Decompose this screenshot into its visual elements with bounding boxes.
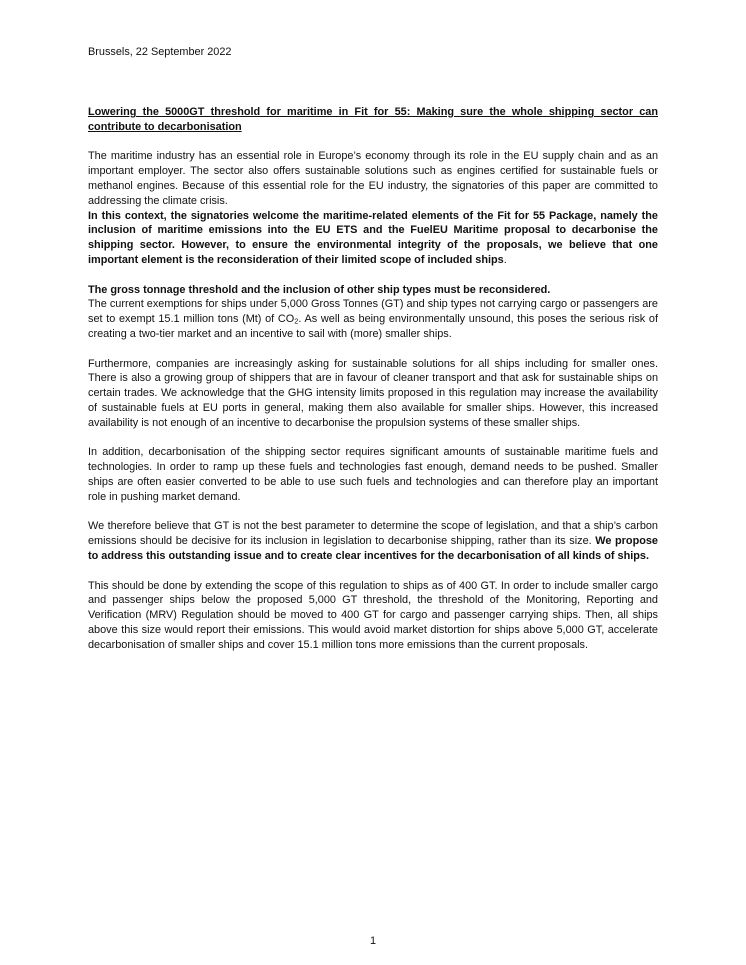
- intro-text: The maritime industry has an essential role in Europe’s economy through its role in the EU supply chain and as an important employer. The sector also offers sustainable solutions such as engines certified for sustainable fuels or methanol engines. Because of this essential role for the EU industry, the signatories of this paper are committed to addressing the climate crisis.: [88, 150, 658, 207]
- intro-bold-period: .: [503, 253, 507, 266]
- dateline: Brussels, 22 September 2022: [88, 46, 232, 58]
- gt-threshold-text: The current exemptions for ships under 5,000 Gross Tonnes (GT) and ship types not carrying cargo or passengers are set to exempt 15.1 million tons (Mt) of CO: [88, 298, 658, 326]
- extend-scope-paragraph: This should be done by extending the scope of this regulation to ships as of 400 GT. In order to include smaller cargo and passenger ships below the proposed 5,000 GT threshold, the threshold of the Monitoring, Reporting and Verification (MRV) Regulation should be moved to 400 GT for cargo and passenger carrying ships. Then, all ships above this size would report their emissions. This would avoid market distortion for ships above 5,000 GT, accelerate decarbonisation of smaller ships and cover 15.1 million tons more emissions than the current proposals.: [88, 579, 658, 651]
- therefore-paragraph: [88, 519, 658, 563]
- intro-paragraph: [88, 149, 658, 267]
- document-body: [88, 105, 658, 652]
- co2-subscript: 2: [294, 316, 299, 326]
- document-title: Lowering the 5000GT threshold for maritime in Fit for 55: Making sure the whole shipping sector can contribute to decarbonisation: [88, 106, 658, 133]
- therefore-text: We therefore believe that GT is not the best parameter to determine the scope of legislation, and that a ship’s carbon emissions should be decisive for its inclusion in legislation to decarbonise shipping, rather than its size.: [88, 520, 658, 548]
- gt-threshold-text-end: . As well as being environmentally unsound, this poses the serious risk of creating a two-tier market and an incentive to sail with (more) smaller ships.: [88, 313, 658, 340]
- therefore-bold-proposal: We propose to address this outstanding issue and to create clear incentives for the decarbonisation of all kinds of ships.: [88, 535, 658, 562]
- gt-threshold-section: [88, 283, 658, 342]
- furthermore-paragraph: Furthermore, companies are increasingly asking for sustainable solutions for all ships including for smaller ones. There is also a growing group of shippers that are in favour of cleaner transport and that ask for sustainable ships on certain trades. We acknowledge that the GHG intensity limits proposed in this regulation may increase the availability of sustainable fuels at EU ports in general, making them also available for smaller ships. However, this increased availability is not enough of an incentive to decarbonise the propulsion systems of these smaller ships.: [88, 357, 658, 429]
- gt-threshold-heading: The gross tonnage threshold and the inclusion of other ship types must be reconsidered.: [88, 283, 551, 296]
- in-addition-paragraph: In addition, decarbonisation of the shipping sector requires significant amounts of sustainable maritime fuels and technologies. In order to ramp up these fuels and technologies fast enough, demand needs to be pushed. Smaller ships are often easier converted to be able to use such fuels and technologies and can therefore play an important role in pushing market demand.: [88, 446, 658, 503]
- intro-bold-statement: In this context, the signatories welcome the maritime-related elements of the Fit for 55 Package, namely the inclusion of maritime emissions into the EU ETS and the FuelEU Maritime proposal to decarbonise the shipping sector. However, to ensure the environmental integrity of the proposals, we believe that one important element is the reconsideration of their limited scope of included ships: [88, 209, 658, 266]
- page-number: 1: [369, 935, 377, 947]
